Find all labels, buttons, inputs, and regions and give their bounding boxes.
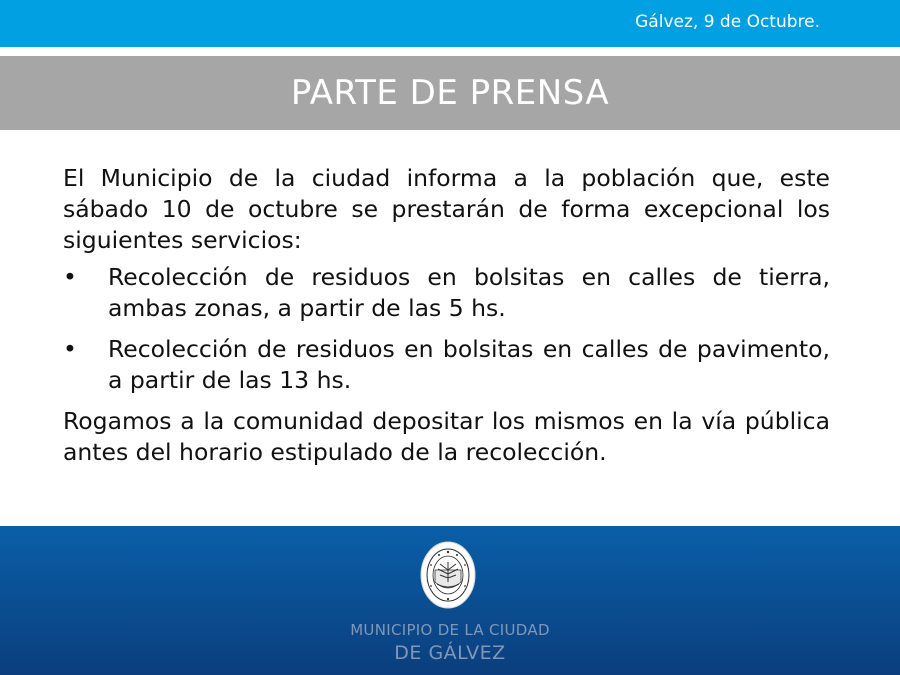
title-bar: [0, 56, 900, 130]
bullet-icon: •: [63, 263, 77, 291]
list-item: [63, 262, 830, 324]
org-name-line1: MUNICIPIO DE LA CIUDAD: [350, 621, 550, 639]
services-list: [63, 262, 830, 396]
bullet-icon: •: [63, 335, 77, 363]
list-item-text: Recolección de residuos en bolsitas en calles de pavimento, a partir de las 13 hs.: [108, 335, 830, 394]
list-item: [63, 334, 830, 396]
date-text: Gálvez, 9 de Octubre.: [635, 12, 820, 32]
top-bar: [0, 0, 900, 47]
closing-paragraph: Rogamos a la comunidad depositar los mismos en la vía pública antes del horario estipulado de la recolección.: [63, 407, 830, 466]
list-item-text: Recolección de residuos en bolsitas en calles de tierra, ambas zonas, a partir de las 5 hs.: [108, 263, 830, 322]
org-name-line2: DE GÁLVEZ: [394, 642, 506, 664]
municipal-seal-icon: [419, 540, 477, 610]
page-title: PARTE DE PRENSA: [290, 73, 610, 113]
press-release-body: [63, 163, 830, 468]
intro-paragraph: El Municipio de la ciudad informa a la población que, este sábado 10 de octubre se prestarán de forma excepcional los siguientes servicios:: [63, 164, 830, 254]
